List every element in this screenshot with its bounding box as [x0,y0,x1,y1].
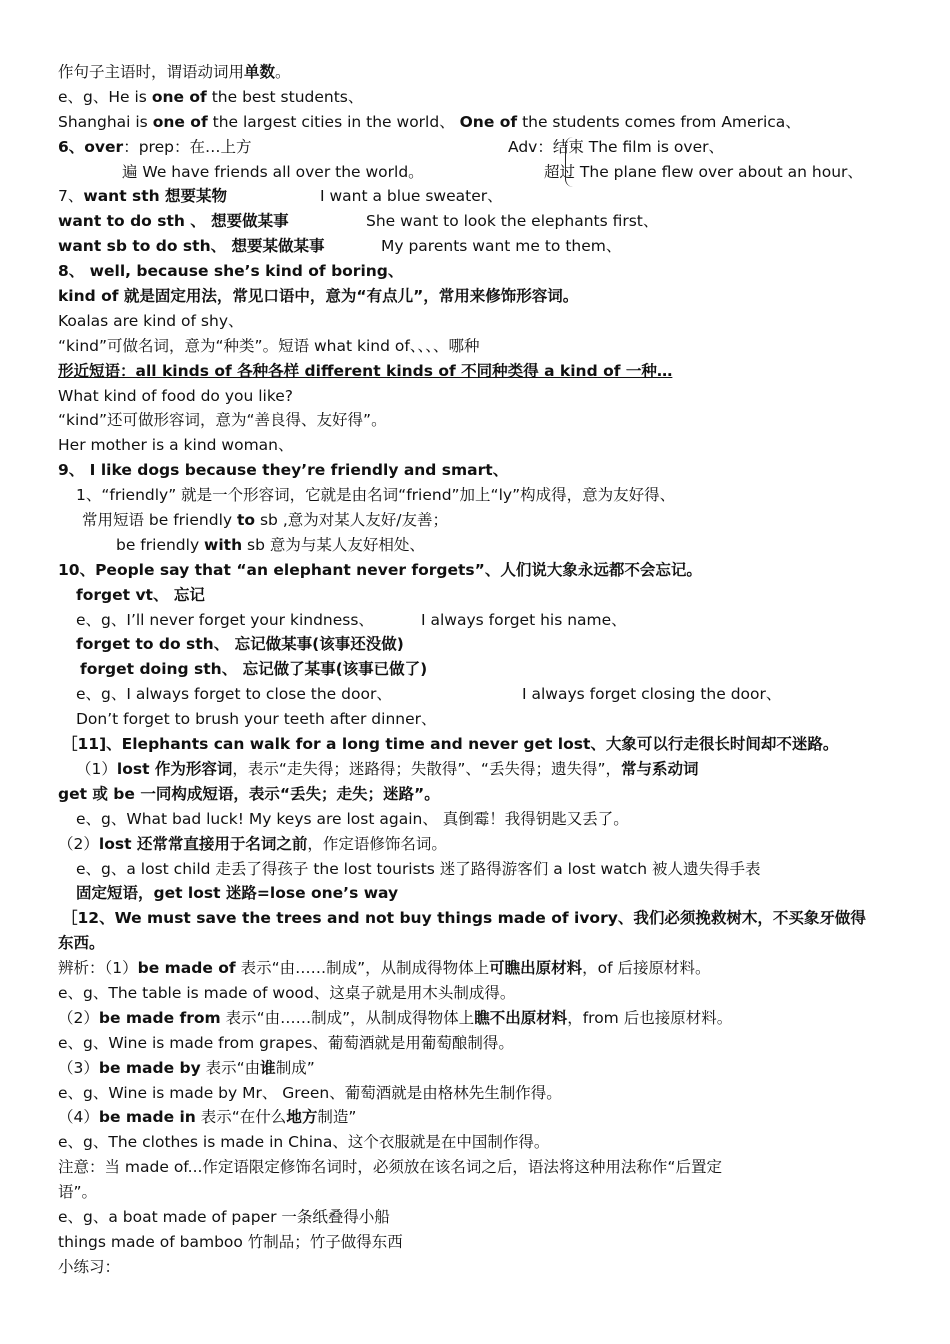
text-line [58,682,898,707]
text-line [58,483,898,508]
document-page [58,60,898,1280]
bold-text: One of [459,112,518,131]
text: I always forget his name、 [421,610,627,629]
text-line [58,906,898,931]
heading-text: 6、over [58,137,124,156]
text: e、g、The clothes is made in China、这个衣服就是在中国制作得。 [58,1133,550,1152]
bold-text: 瞧不出原材料 [474,1008,568,1027]
text: 常用短语 be friendly [82,511,237,530]
text: 作句子主语时，谓语动词用 [58,63,245,81]
text: 辨析：（1） [58,959,138,978]
text-line [58,408,898,433]
bold-text: one of [152,112,208,131]
text-line [58,110,898,135]
text-line [58,508,898,533]
text-line [58,234,898,259]
text: 语”。 [58,1183,98,1202]
heading-text: 8、 well, because she’s kind of boring、 [58,262,404,281]
text: things made of bamboo 竹制品；竹子做得东西 [58,1232,403,1251]
text-line [58,1130,898,1155]
text-line [58,1230,898,1255]
text-line [58,608,898,633]
bold-text: 常与系动词 [621,759,699,778]
text-line [58,85,898,110]
text: I always forget closing the door、 [522,685,782,704]
text-line [58,657,898,682]
bold-text: 谁 [260,1058,276,1077]
text: e、g、Wine is made from grapes、葡萄酒就是用葡萄酿制得。 [58,1033,514,1052]
text: e、g、The table is made of wood、这桌子就是用木头制成得。 [58,983,516,1002]
bold-text: lost 还常常直接用于名词之前 [98,834,308,853]
text-line [58,1105,898,1130]
text: Don’t forget to brush your teeth after dinner、 [76,710,437,729]
text-line [58,533,898,558]
text: “kind”还可做形容词，意为“善良得、友好得”。 [58,411,387,430]
text-line [58,458,898,483]
text-line [58,881,898,906]
bold-text: to [236,511,256,530]
underlined-text: 形近短语：all kinds of 各种各样 different kinds of 不同种类得 a kind of 一种… [58,361,673,380]
text-line [58,1155,898,1180]
text: （2） [58,1008,99,1027]
text: ，from 后也接原材料。 [567,1008,733,1027]
bold-text: be made in [98,1108,196,1127]
text: sb 意为与某人友好相处、 [242,535,425,554]
text: Koalas are kind of shy、 [58,311,244,330]
text-line [58,334,898,359]
text-line [58,259,898,284]
text-line [58,832,898,857]
bold-text: 地方 [286,1108,318,1127]
text: the best students、 [206,87,364,106]
bold-text: get 或 be 一同构成短语，表示“丢失；走失；迷路”。 [58,784,440,803]
text-line [58,956,898,981]
text: 7、 [58,187,84,206]
text: 表示“由……制成”，从制成得物体上 [220,1008,475,1027]
text-line [58,1031,898,1056]
heading-text: 10、People say that “an elephant never forgets”、人们说大象永远都不会忘记。 [58,560,702,579]
text: the largest cities in the world、 [207,112,460,131]
text: 表示“由……制成”，从制成得物体上 [235,959,490,978]
bold-text: be made of [137,959,236,978]
text-line [58,135,898,160]
text-line [58,1056,898,1081]
text: 超过 The plane flew over about an hour、 [544,162,863,181]
text: I want a blue sweater、 [320,187,503,206]
bold-text: forget doing sth、 忘记做了某事(该事已做了) [80,660,428,679]
text-line [58,931,898,956]
bold-text: 可瞧出原材料 [489,959,583,978]
text: （4） [58,1108,99,1127]
text: My parents want me to them、 [381,237,622,256]
bold-text: one of [151,87,207,106]
text: （1） [76,759,117,778]
text-line [58,782,898,807]
bold-text: with [204,535,243,554]
heading-text: 东西。 [58,934,105,953]
text-line [58,1255,898,1280]
heading-text: ［11]、Elephants can walk for a long time and never get lost、大象可以行走很长时间却不迷路。 [62,735,839,754]
text: Shanghai is [58,112,153,131]
text: What kind of food do you like? [58,386,294,405]
bold-text: want sb to do sth、 想要某做某事 [58,237,325,256]
text: Her mother is a kind woman、 [58,436,294,455]
bold-text: be made by [98,1058,201,1077]
text-line [58,284,898,309]
text: 小练习： [58,1257,121,1276]
text: 注意：当 made of...作定语限定修饰名词时，必须放在该名词之后，语法将这种用法称作“后置定 [58,1158,722,1177]
text: （2） [58,834,99,853]
text: e、g、a lost child 走丢了得孩子 the lost tourists 迷了路得游客们 a lost watch 被人遗失得手表 [76,859,761,878]
text: ，表示“走失得；迷路得；失散得”、“丢失得；遗失得”， [232,759,621,778]
text: Adv：结束 The film is over、 [508,137,724,156]
text: 表示“在什么 [195,1108,287,1127]
text: 1、“friendly” 就是一个形容词，它就是由名词“friend”加上“ly”构成得，意为友好得、 [76,486,676,505]
brace-icon [565,137,576,187]
text: sb ,意为对某人友好/友善； [255,511,448,530]
bold-text: forget vt、 忘记 [76,585,205,604]
text: e、g、He is [58,87,152,106]
bold-text: kind of 就是固定用法，常见口语中，意为“有点儿”，常用来修饰形容词。 [58,287,579,306]
text: e、g、What bad luck! My keys are lost again、 真倒霉！我得钥匙又丢了。 [76,809,629,828]
text: the students comes from America、 [517,112,801,131]
text-line [58,384,898,409]
text-line [58,558,898,583]
text: ：prep：在…上方 [123,137,252,156]
bold-text: be made from [98,1008,221,1027]
text: e、g、Wine is made by Mr、 Green、葡萄酒就是由格林先生制作得。 [58,1083,562,1102]
bold-text: lost 作为形容词 [116,759,233,778]
bold-text: 固定短语，get lost 迷路=lose one’s way [76,884,399,903]
text-line [58,857,898,882]
text-line [58,757,898,782]
text-line [58,309,898,334]
text: “kind”可做名词，意为“种类”。短语 what kind of、、、、哪种 [58,336,480,355]
text-line [58,1180,898,1205]
bold-text: want sth 想要某物 [83,187,228,206]
text-line [58,807,898,832]
text-line [58,160,898,185]
text-line [58,209,898,234]
text-line [58,583,898,608]
heading-text: ［12、We must save the trees and not buy things made of ivory、我们必须挽救树木，不买象牙做得 [62,909,866,928]
heading-text: 9、 I like dogs because they’re friendly and smart、 [58,461,509,480]
text: She want to look the elephants first、 [366,212,659,231]
text-line [58,359,898,384]
text-line [58,732,898,757]
text-line [58,184,898,209]
text: e、g、a boat made of paper 一条纸叠得小船 [58,1207,390,1226]
text: e、g、I’ll never forget your kindness、 [76,610,374,629]
bold-text: forget to do sth、 忘记做某事(该事还没做) [76,635,404,654]
text: 制造” [317,1108,357,1127]
text-line [58,60,898,85]
text: 遍 We have friends all over the world。 [122,162,424,181]
text: 制成” [275,1058,315,1077]
text: （3） [58,1058,99,1077]
text: 。 [275,63,291,81]
bold-text: 单数 [244,63,276,81]
bold-text: want to do sth 、 想要做某事 [58,212,289,231]
text-line [58,707,898,732]
text: 表示“由 [200,1058,261,1077]
text-line [58,632,898,657]
text-line [58,981,898,1006]
text-line [58,1205,898,1230]
text-line [58,433,898,458]
text-line [58,1006,898,1031]
text: e、g、I always forget to close the door、 [76,685,392,704]
text: ，of 后接原材料。 [582,959,711,978]
text: be friendly [116,535,205,554]
text-line [58,1081,898,1106]
text: ，作定语修饰名词。 [307,834,447,853]
